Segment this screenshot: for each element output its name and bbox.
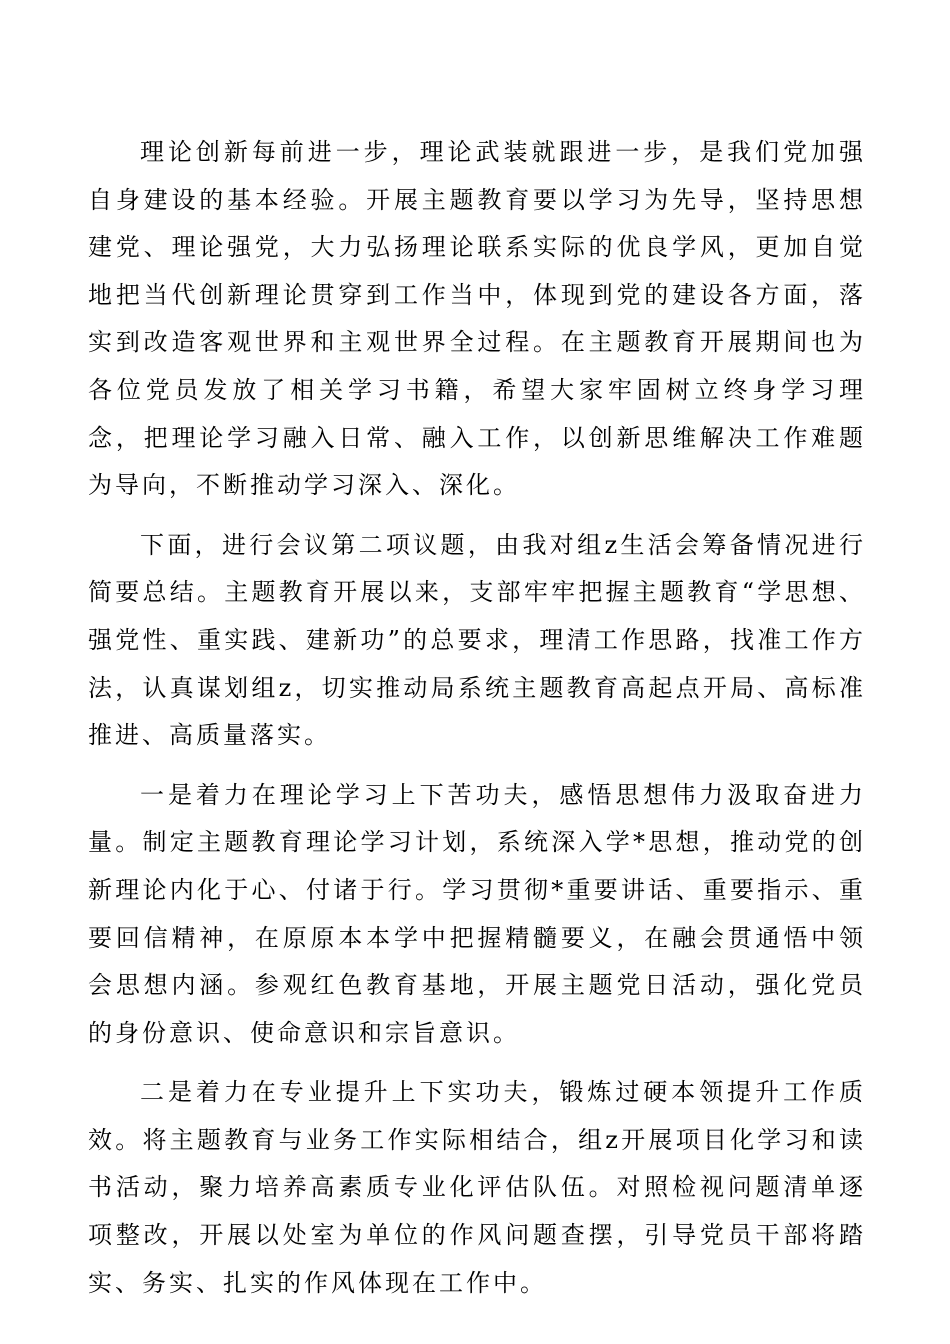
paragraph-1: 理论创新每前进一步，理论武装就跟进一步，是我们党加强自身建设的基本经验。开展主题教育要以学习为先导，坚持思想建党、理论强党，大力弘扬理论联系实际的优良学风，更加自觉地把当代创新理论贯穿到工作当中，体现到党的建设各方面，落实到改造客观世界和主观世界全过程。在主题教育开展期间也为各位党员发放了相关学习书籍，希望大家牢固树立终身学习理念，把理论学习融入日常、融入工作，以创新思维解决工作难题为导向，不断推动学习深入、深化。 <box>88 138 866 500</box>
paragraph-2: 下面，进行会议第二项议题，由我对组z生活会筹备情况进行简要总结。主题教育开展以来，支部牢牢把握主题教育“学思想、强党性、重实践、建新功”的总要求，理清工作思路，找准工作方法，认真谋划组z，切实推动局系统主题教育高起点开局、高标准推进、高质量落实。 <box>88 530 866 750</box>
paragraph-3: 一是着力在理论学习上下苦功夫，感悟思想伟力汲取奋进力量。制定主题教育理论学习计划，系统深入学*思想，推动党的创新理论内化于心、付诸于行。学习贯彻*重要讲话、重要指示、重要回信精神，在原原本本学中把握精髓要义，在融会贯通悟中领会思想内涵。参观红色教育基地，开展主题党日活动，强化党员的身份意识、使命意识和宗旨意识。 <box>88 780 866 1047</box>
paragraph-4: 二是着力在专业提升上下实功夫，锻炼过硬本领提升工作质效。将主题教育与业务工作实际相结合，组z开展项目化学习和读书活动，聚力培养高素质专业化评估队伍。对照检视问题清单逐项整改，开展以处室为单位的作风问题查摆，引导党员干部将踏实、务实、扎实的作风体现在工作中。 <box>88 1078 866 1297</box>
document-body <box>88 129 866 1319</box>
